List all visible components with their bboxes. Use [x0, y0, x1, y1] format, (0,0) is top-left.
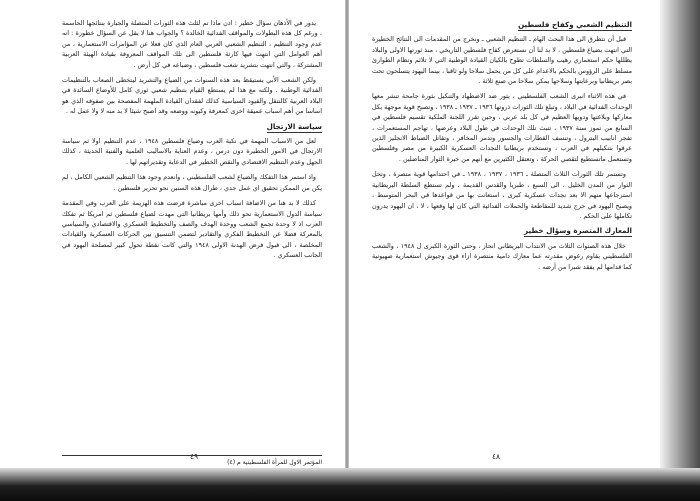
left-footer-rule [62, 455, 322, 456]
left-paragraph-3: لعل من الاسباب المهمة في نكبة العرب وضياع فلسطين ١٩٤٨ ، عدم التنظيم اولا ثم سياسة الارتجال في الامور الخطيرة دون درس ، وعدم العناية بالاساليب العلمية والفنية الحديثة ، كذلك الجهل وعدم التنظيم الاقتصادي والنقص الخطير في الدعاية وتقديراتهم لها . [62, 137, 322, 166]
scan-edge-shadow-bottom [0, 468, 700, 501]
right-paragraph-1: قبل أن نتطرق الى هذا البحث الهام ـ التنظيم الشعبي ـ ونخرج من المقدمات الى النتائج الخطيرة التي انتهت بضياع فلسطين ، لا بد لنا أن نستعرض كفاح فلسطين التاريخي ، منذ ثورتها الاولى والبلاد يظللها حكم استعماري رهيب والسلطات تطوح بالكيان القيادة الوطنية التي لا تلائم ونظام الطوارئ مسلط على الرؤوس بالحكم بالاعدام على كل من يحمل سلاحا ولو ثاقبا ، بينما اليهود يتسلحون تحت بصر بريطانيا وبرعايتها وسلاحها يمكن سلاحا من صنع ثلاثة . [372, 35, 632, 86]
right-page [372, 18, 632, 458]
right-paragraph-2: في هذه الاثناء انبرى الشعب الفلسطيني ، يثور ضد الاضطهاد والتنكيل بثورة جامحة تنشر معها الوحدات الفدائية في البلاد ، وتبلغ تلك الثورات ذروتها ١٩٣٦ ـ ١٩٣٧ ـ ١٩٣٨ ، وتصبح قوية موجهة بكل معاركها وبلاغتها ودويها العظيم في كل بلد عربي ، وحين تقرر اللجنة الملكية تقسيم فلسطين في السابع من تموز سنة ١٩٣٧ ، تنبث تلك الوحدات في طول البلاد وعرضها ، تهاجم المستعمرات ، تفجر انابيب البترول ، وتنسف القطارات والجسور وتدمر المخافر ، وتقاتل الضباط الانجليز الذين عرفوا بتنكيلهم في العرب ، وتستخدم بريطانيا النجدات العسكرية الكبيرة من مصر وفلسطين وتستعمل ماتستطيع لتقصي الحركة ، وتعتقل الكثيرين مع أنهم من خيرة الثوار المناضلين . [372, 92, 632, 163]
left-paragraph-4: واذ استمر هذا التفكك والضياع لشعب الفلسطيني ، وانعدم وجود هذا التنظيم الشعبي الكامل ، لم يكن من الممكن تحقيق اي عمل جدي ، طرال هذه السنين نحو تحرير فلسطين . [62, 173, 322, 192]
right-section-heading-2 [372, 226, 632, 236]
left-page-number: ٤٩ [190, 452, 199, 461]
left-footer-text: المؤتمر الاول للمرأة الفلسطينية م (٤) [227, 459, 322, 466]
right-paragraph-4: خلال هذه الصنوات الثلاث من الانتداب البريطاني انحاز ، وحتى الثورة الكبرى ل ١٩٤٨ ، والشعب الفلسطيني يقاوم رغوض مقدرته عما معارك دامية منتصرة ازاء قوى وجيوش استعمارية صهيونية كما قدامها لم يفقد شبرا من أرضه . [372, 241, 632, 271]
left-section-heading [62, 122, 322, 132]
right-page-number: ٤٨ [492, 452, 501, 461]
right-heading-2-text: المعارك المتصرة وسؤال خطير [523, 226, 632, 236]
right-heading-text: التنظيم الشعبي وكفاح فلسطين [518, 20, 632, 29]
book-gutter [345, 0, 349, 470]
left-paragraph-1: يدور في الأذهان سؤال خطير : اذن ماذا تم لثلث هذه الثورات المتصلة والجبارة بنتائجها الحاسمة ، ورغم كل هذه البطولات والمواقف الفدائية الخالدة ؟ والجواب هنا لا يقل عن السؤال خطورة : انه عدم وجود التنظيم ، التنظيم الشعبي العربي العام الذي كان فعلا عن المؤامرات الاستعمارية ، من أهم العوامل التي انتهت فيها كارثة فلسطين الى تلك المواقف المعروفة بقيادة الهيئة العربية المشتركة ، والتي انتهت بتشريد شعب فلسطين ، وضياعه في كل أرض . [62, 19, 322, 69]
scan-edge-shadow-right [660, 0, 700, 501]
left-paragraph-5: كذلك لا بد هنا من الاضافة اسباب اخرى مباشرة فرضت هذه الهزيمة على العرب وفي المقدمة سياسة الدول الاستعمارية نحو ذلك وأمها بريطانيا التي مهدت لضياع فلسطين ثم امريكا ثم تفكك العرب اذ لا وحدة تجمع الشعب ووحدة الهدف والصف والتخطيط العسكري والاقتصادي والسياسي بالمعركة فضلا عن التخطيط الفكري والتقادير لتضمن التنسيق بين الحركات العسكرية والقيادات المخلصة ، الى قبول فرض الهدنة الاولى ١٩٤٨ والتي كانت نقطة تحول كبير لمصلحة اليهود في الجانب العسكري . [62, 199, 322, 260]
left-paragraph-2: ولكن الشعب الأبي يستيقظ بعد هذه السنوات من الضياع والتشريد ليتخطى الصعاب بالتنظيمات الفدائية الوطنية . ولكنه مع هذا لم يستطع القيام بتنظيم شعبي ثوري كامل للأوضاع السائدة في البلاد العربية كالتنقل والقيود السياسية كذلك لفقدان القيادة الملهمة المفصحة بين صفوفه الذي هو اساسا من أهم اسباب عميقة اخرى كمعرفة وكيونه ووضعه وقد اصبح شيئا لا بد منه لا ولا عمل له . [62, 76, 322, 116]
right-paragraph-3: وتستمر تلك الثورات الثلاث المتصلة ـ ١٩٣٦ ، ١٩٣٧ ، ١٩٣٨ ـ في احتدامها قوية متصرة ، وتحل الثوار من المدن الخليل ، الى السبع ، طبريا والقدس القديمة ، ولم تستطع السلطة البريطانية استرجاعها منهم الا بعد نجدات عسكرية كبرى ، استعانت بها من قواعدها في البحر المتوسط ، ويصبح اليهود في حرج شديد للمقاطعة والحملات الفدائية التي كان لها وقعها ، لا ، ان اليهود يدرون تكاملها على الحكم . [372, 170, 632, 220]
right-section-heading [372, 20, 632, 30]
left-heading-text: سياسة الارتجال [266, 121, 322, 131]
left-page [62, 18, 322, 458]
